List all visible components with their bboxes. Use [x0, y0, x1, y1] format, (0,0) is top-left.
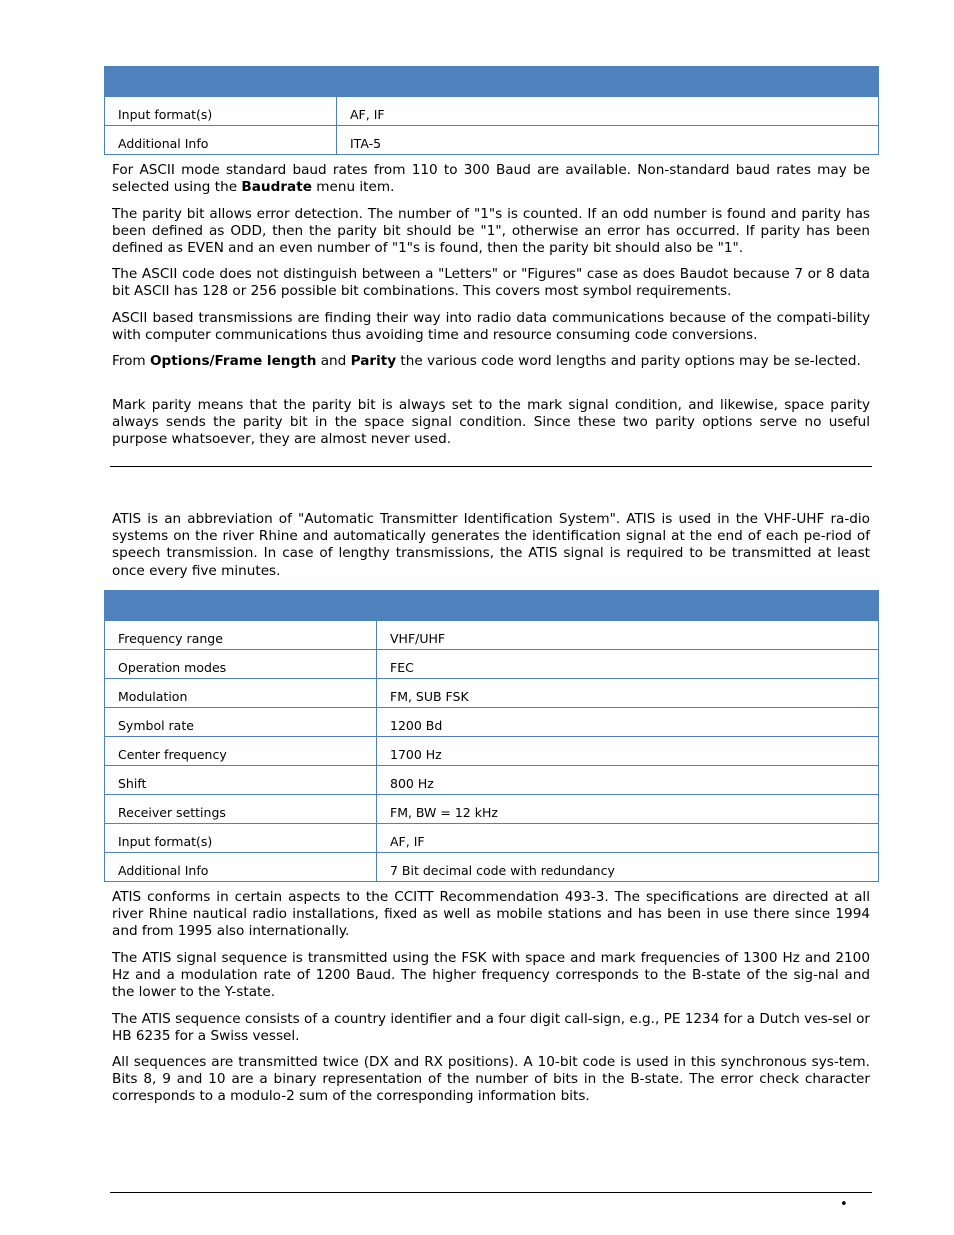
row-value: FM, BW = 12 kHz — [377, 795, 879, 824]
footer-bullet: • — [840, 1197, 848, 1212]
row-value: ITA-5 — [337, 126, 879, 155]
ascii-paragraph-mark-parity: Mark parity means that the parity bit is always set to the mark signal condition, and likewise, space parity always sends the parity bit in the space signal condition. Since these two parity options serve no useful purpose whatsoever, they are almost never used. — [112, 397, 870, 448]
atis-paragraph-sequences: All sequences are transmitted twice (DX and RX positions). A 10-bit code is used in this synchronous sys-tem. Bits 8, 9 and 10 are a binary representation of the number of bits in the B-state. The error check character corresponds to a modulo-2 sum of the corresponding information bits. — [112, 1054, 870, 1105]
row-label: Symbol rate — [105, 708, 377, 737]
row-value: 7 Bit decimal code with redundancy — [377, 853, 879, 882]
row-value: 1700 Hz — [377, 737, 879, 766]
table-row — [105, 853, 879, 882]
row-value: 800 Hz — [377, 766, 879, 795]
row-label: Shift — [105, 766, 377, 795]
ascii-paragraph-options: From Options/Frame length and Parity the various code word lengths and parity options may be se-lected. — [112, 353, 861, 369]
table-row — [105, 679, 879, 708]
ascii-paragraph-transmissions: ASCII based transmissions are finding their way into radio data communications because of the compati-bility with computer communications thus avoiding time and resource consuming code conversions. — [112, 310, 870, 344]
row-value: 1200 Bd — [377, 708, 879, 737]
table-header — [105, 67, 879, 97]
row-label: Additional Info — [105, 853, 377, 882]
table-row — [105, 126, 879, 155]
atis-intro-paragraph: ATIS is an abbreviation of "Automatic Transmitter Identification System". ATIS is used in the VHF-UHF ra-dio systems on the river Rhine and automatically generates the identification signal at the end of each pe-riod of speech transmission. In case of lengthy transmissions, the ATIS signal is required to be transmitted at least once every five minutes. — [112, 511, 870, 579]
table-row — [105, 795, 879, 824]
row-value: AF, IF — [377, 824, 879, 853]
table-row — [105, 621, 879, 650]
row-value: AF, IF — [337, 97, 879, 126]
section-divider — [110, 466, 872, 467]
row-label: Input format(s) — [105, 824, 377, 853]
row-value: FM, SUB FSK — [377, 679, 879, 708]
atis-paragraph-callsign: The ATIS sequence consists of a country identifier and a four digit call-sign, e.g., PE 1234 for a Dutch ves-sel or HB 6235 for a Swiss vessel. — [112, 1011, 871, 1045]
row-value: FEC — [377, 650, 879, 679]
row-label: Operation modes — [105, 650, 377, 679]
table-header — [105, 591, 879, 621]
ascii-parameter-table — [104, 66, 879, 155]
table-row — [105, 766, 879, 795]
atis-parameter-table — [104, 590, 879, 882]
table-row — [105, 97, 879, 126]
table-row — [105, 824, 879, 853]
row-label: Additional Info — [105, 126, 337, 155]
row-label: Receiver settings — [105, 795, 377, 824]
atis-paragraph-fsk: The ATIS signal sequence is transmitted using the FSK with space and mark frequencies of 1300 Hz and 2100 Hz and a modulation rate of 1200 Baud. The higher frequency corresponds to the B-state of the sig-nal and the lower to the Y-state. — [112, 950, 870, 1001]
row-label: Modulation — [105, 679, 377, 708]
table-row — [105, 708, 879, 737]
row-label: Input format(s) — [105, 97, 337, 126]
footer-rule — [110, 1192, 872, 1193]
table-row — [105, 737, 879, 766]
row-value: VHF/UHF — [377, 621, 879, 650]
ascii-paragraph-code: The ASCII code does not distinguish between a "Letters" or "Figures" case as does Baudot because 7 or 8 data bit ASCII has 128 or 256 possible bit combinations. This covers most symbol requirements. — [112, 266, 870, 300]
ascii-paragraph-baudrate: For ASCII mode standard baud rates from 110 to 300 Baud are available. Non-standard baud rates may be selected using the Baudrate menu item. — [112, 162, 870, 196]
row-label: Frequency range — [105, 621, 377, 650]
atis-paragraph-ccitt: ATIS conforms in certain aspects to the CCITT Recommendation 493-3. The specifications are directed at all river Rhine nautical radio installations, fixed as well as mobile stations and has been in use there since 1994 and from 1995 also internationally. — [112, 889, 870, 940]
table-row — [105, 650, 879, 679]
row-label: Center frequency — [105, 737, 377, 766]
ascii-paragraph-parity: The parity bit allows error detection. The number of "1"s is counted. If an odd number is found and parity has been defined as ODD, then the parity bit should be "1", otherwise an error has occurred. If parity has been defined as EVEN and an even number of "1"s is found, then the parity bit should also be "1". — [112, 206, 870, 257]
